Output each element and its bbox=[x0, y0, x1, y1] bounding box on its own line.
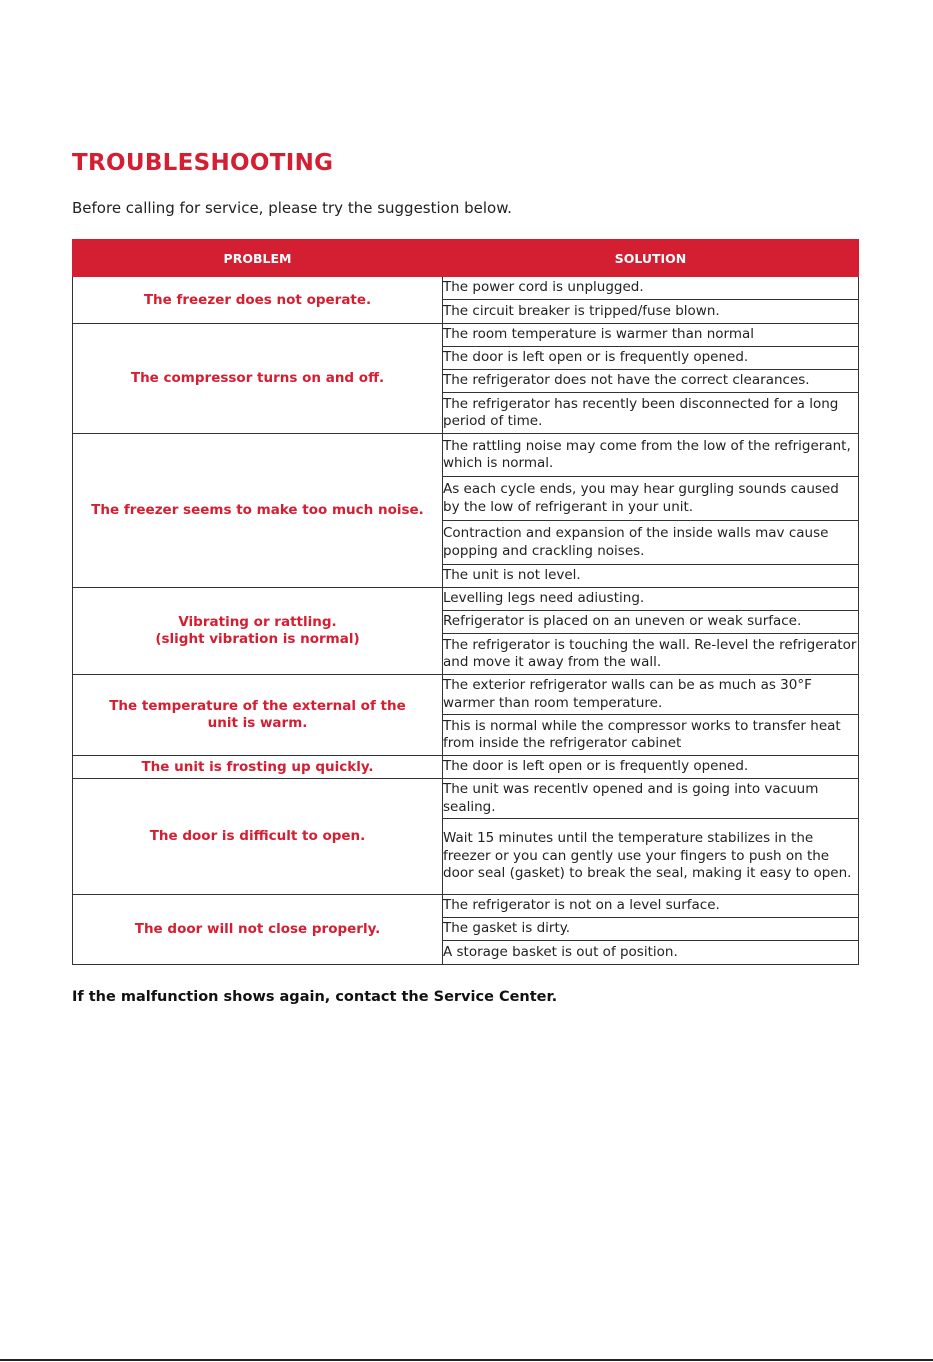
problem-text: The temperature of the external of the bbox=[109, 698, 406, 714]
solution-cell: The gasket is dirty. bbox=[443, 918, 859, 941]
table-row bbox=[73, 779, 859, 819]
problem-cell bbox=[73, 324, 443, 434]
solution-cell: As each cycle ends, you may hear gurgling sounds caused by the low of refrigerant in your unit. bbox=[443, 477, 859, 521]
table-row bbox=[73, 895, 859, 918]
solution-column-header: SOLUTION bbox=[443, 240, 859, 277]
solution-cell: The unit was recentlv opened and is going into vacuum sealing. bbox=[443, 779, 859, 819]
solution-cell: The power cord is unplugged. bbox=[443, 277, 859, 300]
bottom-rule bbox=[0, 1359, 933, 1361]
solution-cell: The unit is not level. bbox=[443, 565, 859, 588]
solution-cell: The circuit breaker is tripped/fuse blown. bbox=[443, 300, 859, 324]
page-title: TROUBLESHOOTING bbox=[72, 150, 334, 176]
solution-cell: Contraction and expansion of the inside walls mav cause popping and crackling noises. bbox=[443, 521, 859, 565]
table-header-row bbox=[73, 240, 859, 277]
solution-cell: The refrigerator is touching the wall. Re-level the refrigerator and move it away from the wall. bbox=[443, 634, 859, 675]
problem-text: The freezer does not operate. bbox=[143, 291, 372, 308]
problem-cell bbox=[73, 756, 443, 779]
table-row bbox=[73, 588, 859, 611]
problem-text: The unit is frosting up quickly. bbox=[141, 758, 374, 775]
problem-cell bbox=[73, 434, 443, 588]
troubleshooting-table-body bbox=[73, 277, 859, 965]
table-row bbox=[73, 277, 859, 300]
problem-text: Vibrating or rattling. bbox=[178, 614, 337, 630]
solution-cell: Wait 15 minutes until the temperature stabilizes in the freezer or you can gently use your fingers to push on the door seal (gasket) to break the seal, making it easy to open. bbox=[443, 819, 859, 895]
problem-cell bbox=[73, 277, 443, 324]
problem-text: The door will not close properly. bbox=[134, 921, 381, 937]
solution-cell: Levelling legs need adiusting. bbox=[443, 588, 859, 611]
problem-cell bbox=[73, 588, 443, 675]
table-row bbox=[73, 675, 859, 715]
solution-cell: The refrigerator has recently been disconnected for a long period of time. bbox=[443, 393, 859, 434]
solution-cell: This is normal while the compressor works to transfer heat from inside the refrigerator cabinet bbox=[443, 715, 859, 756]
table-row bbox=[73, 434, 859, 477]
solution-cell: The room temperature is warmer than normal bbox=[443, 324, 859, 347]
solution-cell: The door is left open or is frequently opened. bbox=[443, 347, 859, 370]
solution-cell: The exterior refrigerator walls can be as much as 30°F warmer than room temperature. bbox=[443, 675, 859, 715]
problem-cell bbox=[73, 779, 443, 895]
problem-cell bbox=[73, 895, 443, 965]
solution-cell: The rattling noise may come from the low of the refrigerant, which is normal. bbox=[443, 434, 859, 477]
problem-text: The freezer seems to make too much noise. bbox=[91, 502, 424, 518]
solution-cell: Refrigerator is placed on an uneven or weak surface. bbox=[443, 611, 859, 634]
footer-note: If the malfunction shows again, contact the Service Center. bbox=[72, 989, 558, 1005]
table-row bbox=[73, 324, 859, 347]
solution-cell: The refrigerator does not have the correct clearances. bbox=[443, 370, 859, 393]
problem-text: (slight vibration is normal) bbox=[155, 631, 360, 647]
problem-text: The compressor turns on and off. bbox=[130, 370, 385, 386]
problem-column-header: PROBLEM bbox=[73, 240, 443, 277]
intro-text: Before calling for service, please try the suggestion below. bbox=[72, 199, 512, 217]
troubleshooting-table bbox=[72, 239, 859, 965]
table-row bbox=[73, 756, 859, 779]
problem-cell bbox=[73, 675, 443, 756]
problem-text: unit is warm. bbox=[207, 715, 308, 731]
solution-cell: The refrigerator is not on a level surface. bbox=[443, 895, 859, 918]
solution-cell: A storage basket is out of position. bbox=[443, 941, 859, 965]
problem-text: The door is difficult to open. bbox=[149, 828, 366, 844]
solution-cell: The door is left open or is frequently opened. bbox=[443, 756, 859, 779]
